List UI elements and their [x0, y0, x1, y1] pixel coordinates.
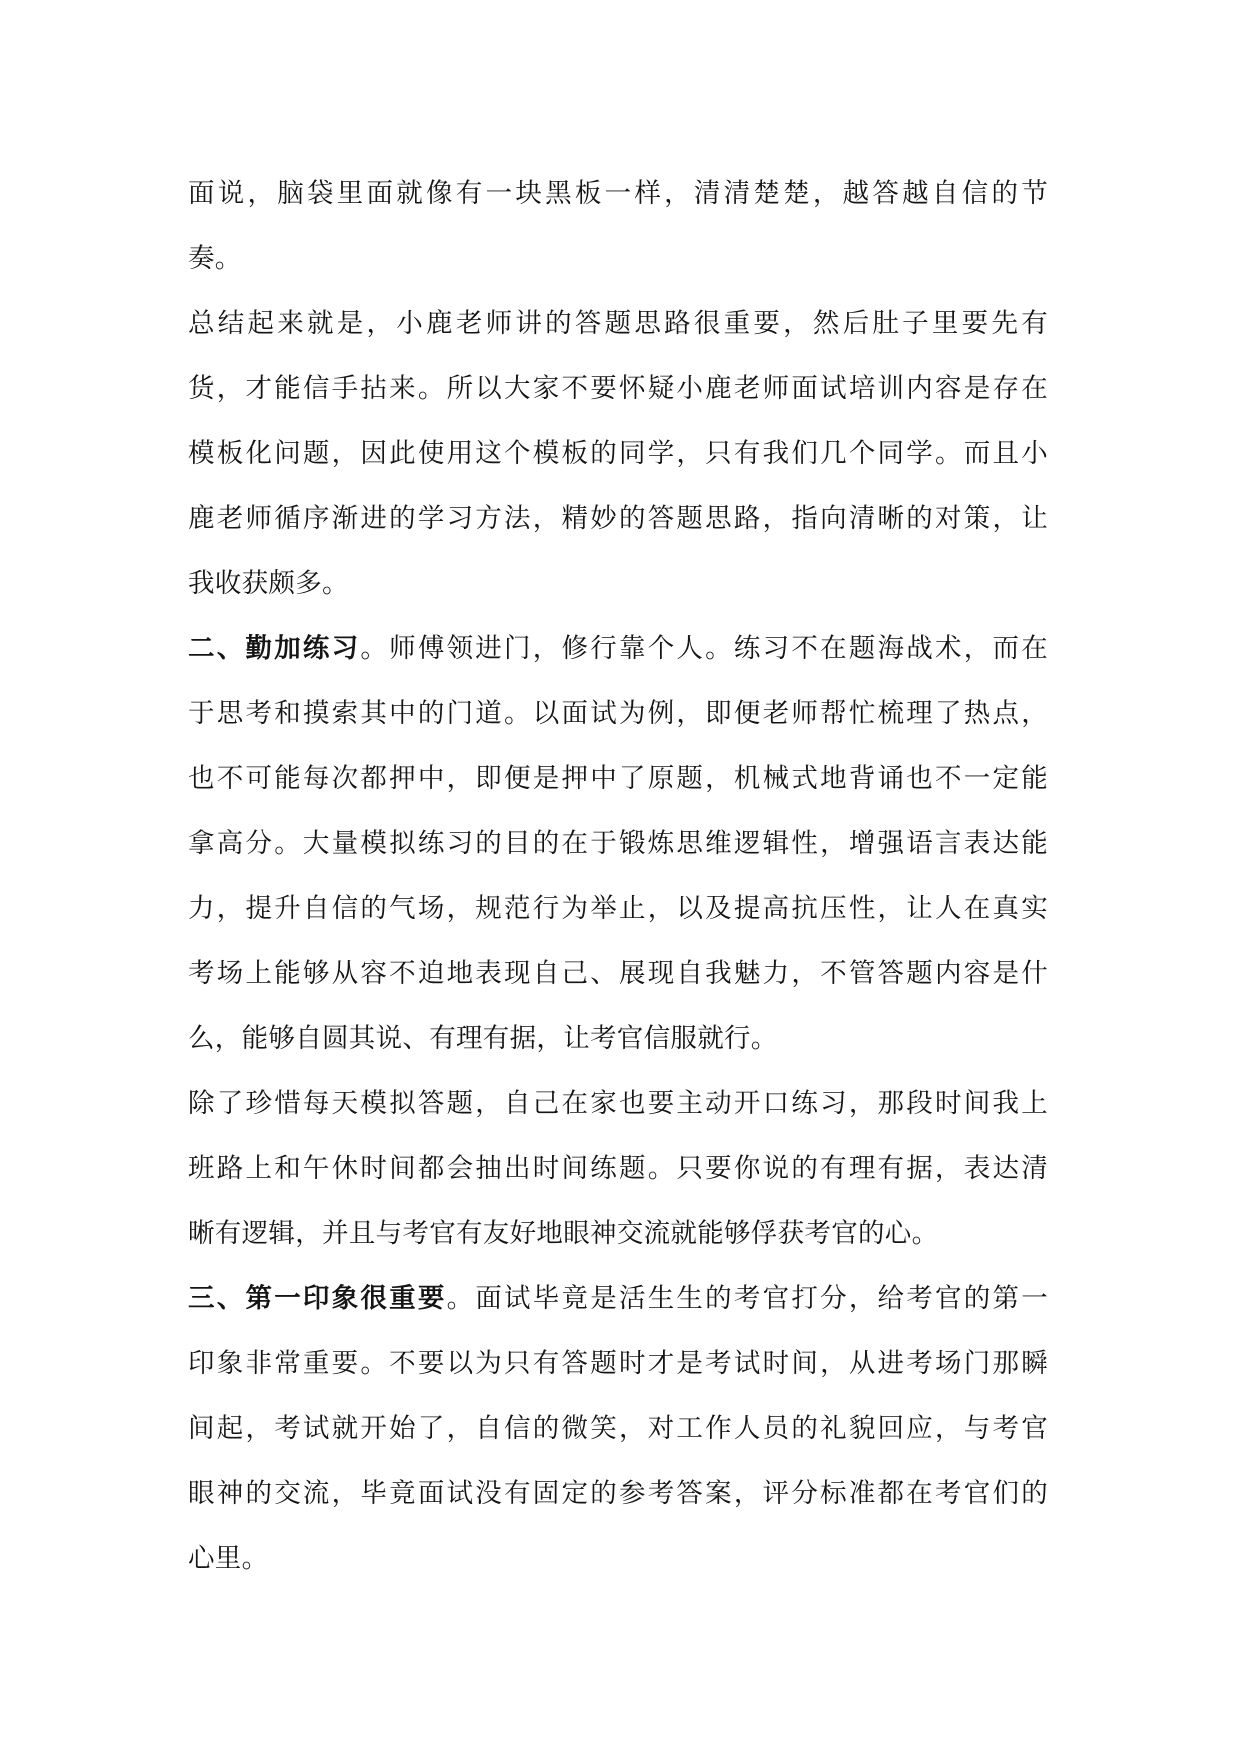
section-text: 。面试毕竟是活生生的考官打分，给考官的第一	[446, 1283, 1048, 1314]
text-line: 心里。	[188, 1543, 269, 1574]
text-line: 于思考和摸索其中的门道。以面试为例，即便老师帮忙梳理了热点，	[188, 698, 1048, 729]
text-line: 奏。	[188, 243, 242, 274]
text-line: 鹿老师循序渐进的学习方法，精妙的答题思路，指向清晰的对策，让	[188, 503, 1048, 534]
text-line: 班路上和午休时间都会抽出时间练题。只要你说的有理有据，表达清	[188, 1153, 1048, 1184]
text-line: 也不可能每次都押中，即便是押中了原题，机械式地背诵也不一定能	[188, 763, 1048, 794]
text-line: 眼神的交流，毕竟面试没有固定的参考答案，评分标准都在考官们的	[188, 1478, 1048, 1509]
text-line: 晰有逻辑，并且与考官有友好地眼神交流就能够俘获考官的心。	[188, 1218, 939, 1249]
section-heading: 勤加练习	[245, 633, 361, 664]
section-number: 二、	[188, 633, 246, 664]
text-line: 力，提升自信的气场，规范行为举止，以及提高抗压性，让人在真实	[188, 893, 1048, 924]
section-heading: 第一印象很重要	[245, 1283, 447, 1314]
text-line: 除了珍惜每天模拟答题，自己在家也要主动开口练习，那段时间我上	[188, 1088, 1048, 1119]
text-line: 我收获颇多。	[188, 568, 349, 599]
text-line: 印象非常重要。不要以为只有答题时才是考试时间，从进考场门那瞬	[188, 1348, 1048, 1379]
section-text: 。师傅领进门，修行靠个人。练习不在题海战术，而在	[360, 633, 1048, 664]
section-heading-line	[188, 1266, 1048, 1331]
body-text	[188, 161, 1048, 1591]
section-heading-line	[188, 616, 1048, 681]
text-line: 总结起来就是，小鹿老师讲的答题思路很重要，然后肚子里要先有	[188, 308, 1048, 339]
text-line: 面说，脑袋里面就像有一块黑板一样，清清楚楚，越答越自信的节	[188, 178, 1048, 209]
text-line: 考场上能够从容不迫地表现自己、展现自我魅力，不管答题内容是什	[188, 958, 1048, 989]
section-number: 三、	[188, 1283, 246, 1314]
text-line: 模板化问题，因此使用这个模板的同学，只有我们几个同学。而且小	[188, 438, 1048, 469]
text-line: 货，才能信手拈来。所以大家不要怀疑小鹿老师面试培训内容是存在	[188, 373, 1048, 404]
text-line: 间起，考试就开始了，自信的微笑，对工作人员的礼貌回应，与考官	[188, 1413, 1048, 1444]
text-line: 么，能够自圆其说、有理有据，让考官信服就行。	[188, 1023, 778, 1054]
text-line: 拿高分。大量模拟练习的目的在于锻炼思维逻辑性，增强语言表达能	[188, 828, 1048, 859]
